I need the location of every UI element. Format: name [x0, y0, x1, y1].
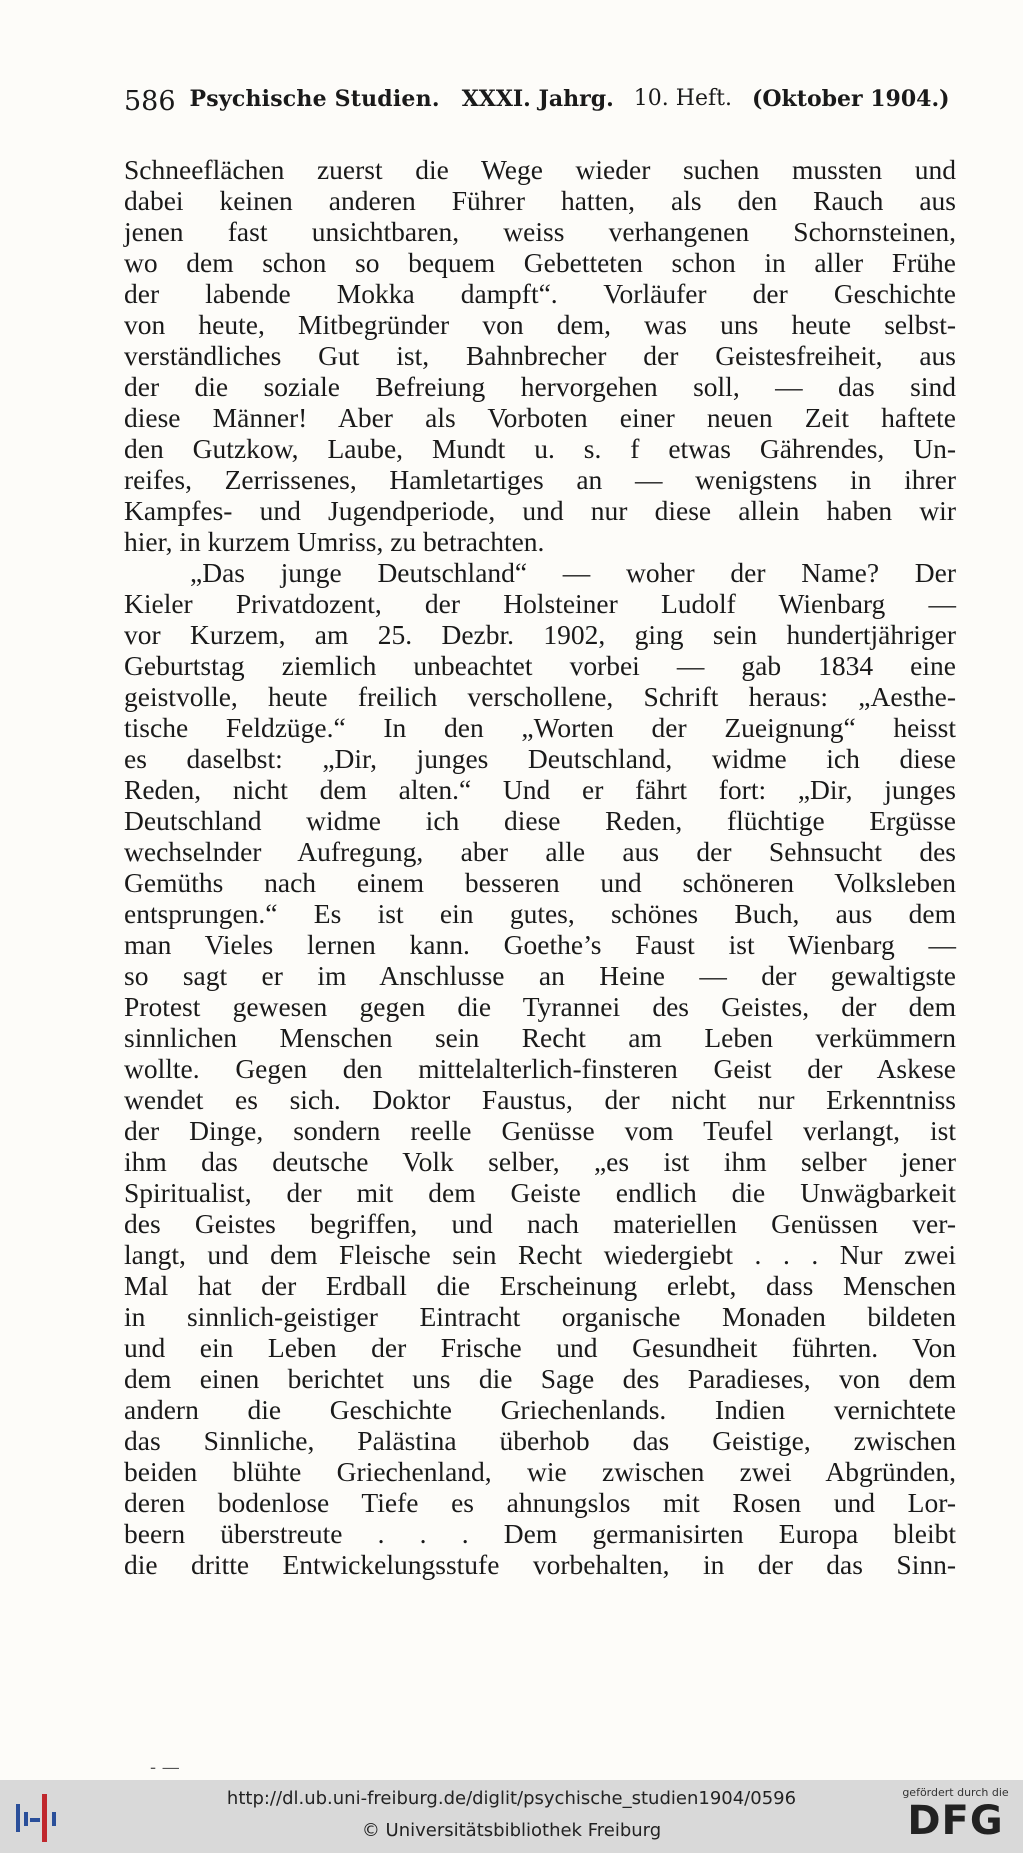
text-line: vor Kurzem, am 25. Dezbr. 1902, ging sein hundertjähriger — [124, 619, 956, 650]
viewer-footer — [0, 1780, 1023, 1853]
text-line: Mal hat der Erdball die Erscheinung erlebt, dass Menschen — [124, 1270, 956, 1301]
text-line: dem einen berichtet uns die Sage des Paradieses, von dem — [124, 1363, 956, 1394]
text-line: geistvolle, heute freilich verschollene, Schrift heraus: „Aesthe- — [124, 681, 956, 712]
text-line: der labende Mokka dampft“. Vorläufer der Geschichte — [124, 278, 956, 309]
issue-date: (Oktober 1904.) — [751, 86, 950, 112]
text-line: Deutschland widme ich diese Reden, flüchtige Ergüsse — [124, 805, 956, 836]
document-url[interactable]: http://dl.ub.uni-freiburg.de/diglit/psychische_studien1904/0596 — [226, 1788, 797, 1809]
text-line: das Sinnliche, Palästina überhob das Geistige, zwischen — [124, 1425, 956, 1456]
text-line: jenen fast unsichtbaren, weiss verhangenen Schornsteinen, — [124, 216, 956, 247]
text-line: des Geistes begriffen, und nach materiellen Genüssen ver- — [124, 1208, 956, 1239]
text-line: von heute, Mitbegründer von dem, was uns heute selbst- — [124, 309, 956, 340]
volume: XXXI. Jahrg. — [461, 86, 614, 112]
text-line: Spiritualist, der mit dem Geiste endlich die Unwägbarkeit — [124, 1177, 956, 1208]
text-line: wechselnder Aufregung, aber alle aus der Sehnsucht des — [124, 836, 956, 867]
text-line: der die soziale Befreiung hervorgehen soll, — das sind — [124, 371, 956, 402]
page-number: 586 — [124, 86, 176, 117]
text-line: der Dinge, sondern reelle Genüsse vom Teufel verlangt, ist — [124, 1115, 956, 1146]
text-line: dabei keinen anderen Führer hatten, als den Rauch aus — [124, 185, 956, 216]
footer-mark: - — — [150, 1757, 180, 1778]
text-line: langt, und dem Fleische sein Recht wiedergiebt . . . Nur zwei — [124, 1239, 956, 1270]
text-line: tische Feldzüge.“ In den „Worten der Zueignung“ heisst — [124, 712, 956, 743]
body-text — [124, 154, 956, 1580]
text-line: wollte. Gegen den mittelalterlich-finsteren Geist der Askese — [124, 1053, 956, 1084]
text-line: sinnlichen Menschen sein Recht am Leben verkümmern — [124, 1022, 956, 1053]
text-line: in sinnlich-geistiger Eintracht organische Monaden bildeten — [124, 1301, 956, 1332]
text-line: Protest gewesen gegen die Tyrannei des Geistes, der dem — [124, 991, 956, 1022]
text-line: „Das junge Deutschland“ — woher der Name? Der — [190, 557, 956, 588]
text-line: beern überstreute . . . Dem germanisirten Europa bleibt — [124, 1518, 956, 1549]
text-line: die dritte Entwickelungsstufe vorbehalten, in der das Sinn- — [124, 1549, 956, 1580]
text-line: ihm das deutsche Volk selber, „es ist ihm selber jener — [124, 1146, 956, 1177]
text-line: Geburtstag ziemlich unbeachtet vorbei — gab 1834 eine — [124, 650, 956, 681]
dfg-caption: gefördert durch die — [902, 1786, 1009, 1799]
text-line: deren bodenlose Tiefe es ahnungslos mit Rosen und Lor- — [124, 1487, 956, 1518]
journal-title: Psychische Studien. — [189, 86, 440, 112]
text-line: verständliches Gut ist, Bahnbrecher der Geistesfreiheit, aus — [124, 340, 956, 371]
text-line: Kampfes- und Jugendperiode, und nur diese allein haben wir — [124, 495, 956, 526]
text-line: es daselbst: „Dir, junges Deutschland, widme ich diese — [124, 743, 956, 774]
text-line: man Vieles lernen kann. Goethe’s Faust ist Wienbarg — — [124, 929, 956, 960]
text-line: Kieler Privatdozent, der Holsteiner Ludolf Wienbarg — — [124, 588, 956, 619]
text-line: beiden blühte Griechenland, wie zwischen zwei Abgründen, — [124, 1456, 956, 1487]
text-line: so sagt er im Anschlusse an Heine — der gewaltigste — [124, 960, 956, 991]
dfg-logo[interactable] — [898, 1786, 1013, 1843]
text-line: den Gutzkow, Laube, Mundt u. s. f etwas Gährendes, Un- — [124, 433, 956, 464]
text-line: reifes, Zerrissenes, Hamletartiges an — wenigstens in ihrer — [124, 464, 956, 495]
text-line: Schneeflächen zuerst die Wege wieder suchen mussten und — [124, 154, 956, 185]
running-header — [124, 86, 960, 117]
dfg-wordmark: DFG — [907, 1798, 1004, 1844]
text-line: und ein Leben der Frische und Gesundheit führten. Von — [124, 1332, 956, 1363]
text-line: wendet es sich. Doktor Faustus, der nicht nur Erkenntniss — [124, 1084, 956, 1115]
text-line: wo dem schon so bequem Gebetteten schon in aller Frühe — [124, 247, 956, 278]
text-line: entsprungen.“ Es ist ein gutes, schönes Buch, aus dem — [124, 898, 956, 929]
text-line: Reden, nicht dem alten.“ Und er fährt fort: „Dir, junges — [124, 774, 956, 805]
text-line: diese Männer! Aber als Vorboten einer neuen Zeit haftete — [124, 402, 956, 433]
text-line: hier, in kurzem Umriss, zu betrachten. — [124, 526, 545, 557]
copyright: © Universitätsbibliothek Freiburg — [361, 1820, 662, 1841]
text-line: Gemüths nach einem besseren und schöneren Volksleben — [124, 867, 956, 898]
issue: 10. Heft. — [633, 86, 732, 111]
text-line: andern die Geschichte Griechenlands. Indien vernichtete — [124, 1394, 956, 1425]
